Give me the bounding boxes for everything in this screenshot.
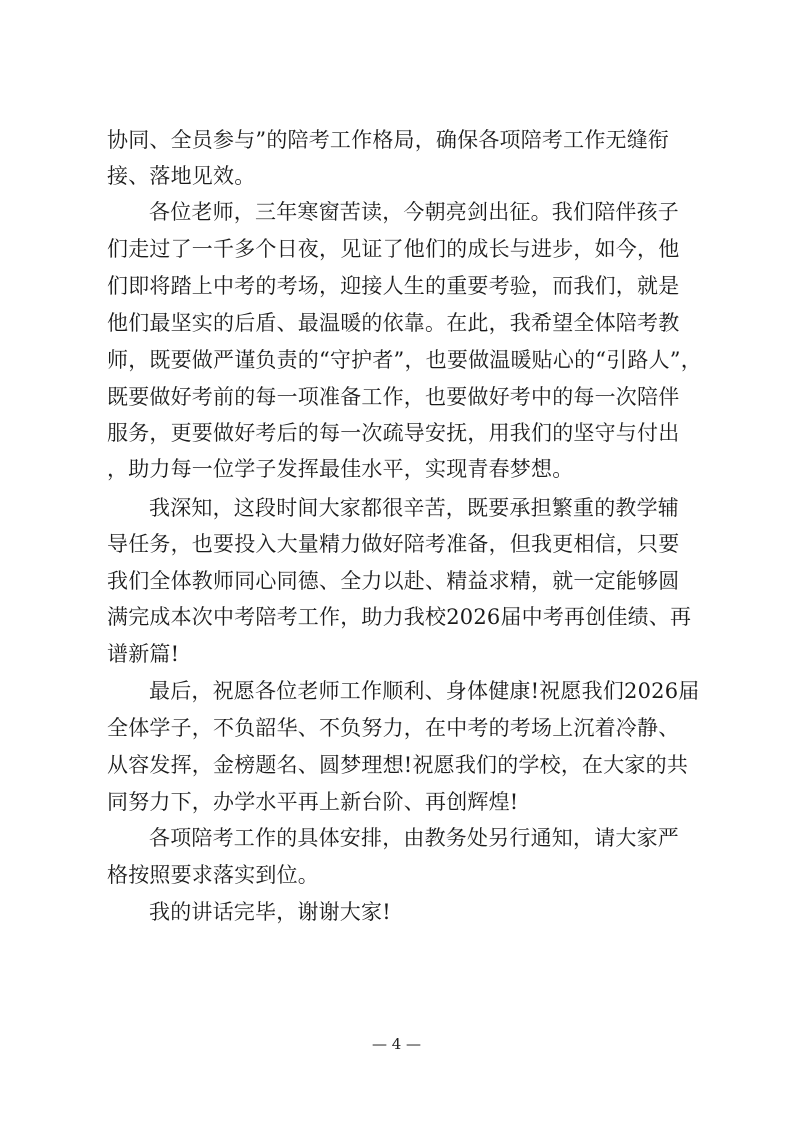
text-line: 们即将踏上中考的考场，迎接人生的重要考验，而我们，就是 xyxy=(107,274,680,298)
paragraph-start: 我的讲话完毕，谢谢大家! xyxy=(149,900,391,924)
text-line: 他们最坚实的后盾、最温暖的依靠。在此，我希望全体陪考教 xyxy=(107,311,680,335)
text-line: 我们全体教师同心同德、全力以赴、精益求精，就一定能够圆 xyxy=(107,569,680,593)
text-line: ，助力每一位学子发挥最佳水平，实现青春梦想。 xyxy=(107,457,574,481)
text-line: 导任务，也要投入大量精力做好陪考准备，但我更相信，只要 xyxy=(107,532,680,556)
paragraph-start: 我深知，这段时间大家都很辛苦，既要承担繁重的教学辅 xyxy=(149,496,679,520)
page-number: — 4 — xyxy=(371,1035,422,1053)
text-line: 谱新篇! xyxy=(107,642,180,666)
text-line: 们走过了一千多个日夜，见证了他们的成长与进步，如今，他 xyxy=(107,237,680,261)
text-line: 接、落地见效。 xyxy=(107,164,256,188)
paragraph-start: 各项陪考工作的具体安排，由教务处另行通知，请大家严 xyxy=(149,826,679,850)
paragraph-start: 各位老师，三年寒窗苦读，今朝亮剑出征。我们陪伴孩子 xyxy=(149,200,679,224)
text-line: 协同、全员参与”的陪考工作格局，确保各项陪考工作无缝衔 xyxy=(107,128,670,152)
text-line: 既要做好考前的每一项准备工作，也要做好考中的每一次陪伴 xyxy=(107,385,680,409)
text-line: 格按照要求落实到位。 xyxy=(107,863,319,887)
paragraph-start: 最后，祝愿各位老师工作顺利、身体健康!祝愿我们2026届 xyxy=(149,679,700,703)
text-line: 同努力下，办学水平再上新台阶、再创辉煌! xyxy=(107,790,519,814)
text-line: 全体学子，不负韶华、不负努力，在中考的考场上沉着冷静、 xyxy=(107,716,680,740)
text-line: 师，既要做严谨负责的“守护者”，也要做温暖贴心的“引路人”， xyxy=(107,348,702,372)
text-line: 服务，更要做好考后的每一次疏导安抚，用我们的坚守与付出 xyxy=(107,421,680,445)
text-line: 从容发挥，金榜题名、圆梦理想!祝愿我们的学校，在大家的共 xyxy=(107,753,689,777)
text-line: 满完成本次中考陪考工作，助力我校2026届中考再创佳绩、再 xyxy=(107,605,692,629)
